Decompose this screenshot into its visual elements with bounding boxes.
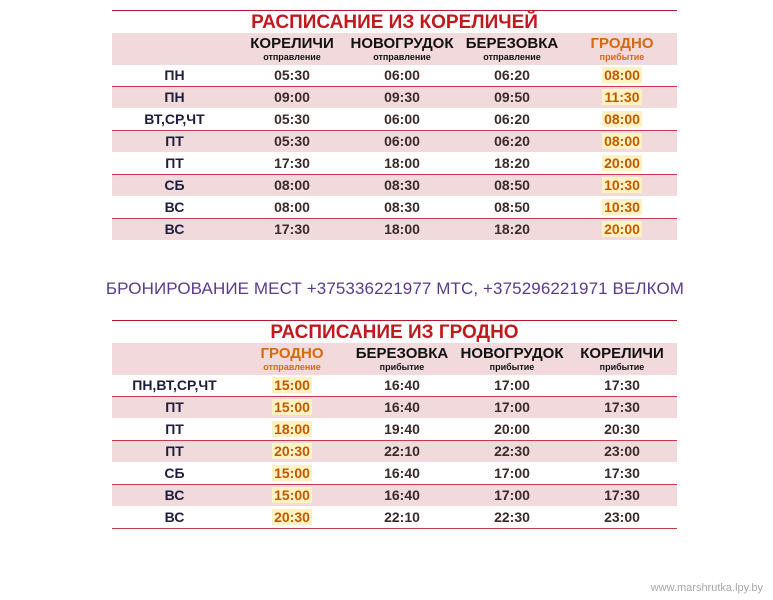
grodno-time-cell bbox=[567, 109, 677, 131]
schedule-title: РАСПИСАНИЕ ИЗ ГРОДНО bbox=[112, 320, 677, 343]
stop-name: ГРОДНО bbox=[260, 344, 324, 362]
time-cell: 17:00 bbox=[457, 463, 567, 485]
time-cell: 09:50 bbox=[457, 87, 567, 109]
day-cell: ВТ,СР,ЧТ bbox=[112, 109, 237, 131]
time-cell: 08:50 bbox=[457, 197, 567, 219]
time-cell: 06:20 bbox=[457, 109, 567, 131]
grodno-time-cell bbox=[237, 507, 347, 529]
time-cell: 08:00 bbox=[237, 197, 347, 219]
time-value: 08:00 bbox=[604, 111, 640, 127]
schedule-from-grodno bbox=[112, 320, 677, 529]
day-cell: ПН bbox=[112, 65, 237, 87]
day-cell: ПТ bbox=[112, 131, 237, 153]
time-cell: 18:00 bbox=[347, 153, 457, 175]
schedule-row bbox=[112, 419, 677, 441]
time-cell: 17:00 bbox=[457, 485, 567, 507]
time-value: 20:30 bbox=[274, 443, 310, 459]
schedule-row bbox=[112, 131, 677, 153]
column-header bbox=[567, 343, 677, 375]
time-cell: 05:30 bbox=[237, 109, 347, 131]
time-value: 20:00 bbox=[604, 221, 640, 237]
time-value: 15:00 bbox=[274, 487, 310, 503]
stop-name: КОРЕЛИЧИ bbox=[580, 344, 664, 362]
time-cell: 18:20 bbox=[457, 219, 567, 241]
site-watermark: www.marshrutka.lpy.by bbox=[650, 582, 763, 594]
schedule-row bbox=[112, 109, 677, 131]
stop-name: НОВОГРУДОК bbox=[350, 34, 454, 52]
grodno-time-cell bbox=[567, 131, 677, 153]
stop-name: ГРОДНО bbox=[590, 34, 654, 52]
schedule-title: РАСПИСАНИЕ ИЗ КОРЕЛИЧЕЙ bbox=[112, 10, 677, 33]
stop-type: отправление bbox=[483, 51, 541, 62]
grodno-time-cell bbox=[567, 153, 677, 175]
time-cell: 23:00 bbox=[567, 441, 677, 463]
schedule-table bbox=[112, 343, 677, 529]
day-cell: ПТ bbox=[112, 397, 237, 419]
day-cell: ПН bbox=[112, 87, 237, 109]
day-cell: ПТ bbox=[112, 441, 237, 463]
time-cell: 20:00 bbox=[457, 419, 567, 441]
time-cell: 17:00 bbox=[457, 397, 567, 419]
grodno-time-cell bbox=[567, 65, 677, 87]
grodno-time-cell bbox=[567, 219, 677, 241]
column-header bbox=[457, 33, 567, 65]
time-value: 15:00 bbox=[274, 377, 310, 393]
stop-type: прибытие bbox=[489, 361, 535, 372]
time-cell: 16:40 bbox=[347, 485, 457, 507]
schedule-row bbox=[112, 375, 677, 397]
time-cell: 22:30 bbox=[457, 507, 567, 529]
grodno-time-cell bbox=[237, 441, 347, 463]
time-cell: 23:00 bbox=[567, 507, 677, 529]
time-value: 20:00 bbox=[604, 155, 640, 171]
column-header bbox=[347, 343, 457, 375]
stop-name: НОВОГРУДОК bbox=[460, 344, 564, 362]
time-cell: 18:00 bbox=[347, 219, 457, 241]
grodno-time-cell bbox=[237, 375, 347, 397]
time-cell: 09:30 bbox=[347, 87, 457, 109]
grodno-time-cell bbox=[567, 197, 677, 219]
time-cell: 06:00 bbox=[347, 65, 457, 87]
time-cell: 05:30 bbox=[237, 65, 347, 87]
column-header bbox=[347, 33, 457, 65]
schedule-row bbox=[112, 87, 677, 109]
day-cell: СБ bbox=[112, 175, 237, 197]
time-cell: 22:30 bbox=[457, 441, 567, 463]
column-header bbox=[457, 343, 567, 375]
day-cell: ПН,ВТ,СР,ЧТ bbox=[112, 375, 237, 397]
stop-type: прибытие bbox=[599, 51, 645, 62]
column-header-grodno bbox=[567, 33, 677, 65]
time-cell: 22:10 bbox=[347, 441, 457, 463]
time-cell: 06:20 bbox=[457, 131, 567, 153]
time-cell: 17:00 bbox=[457, 375, 567, 397]
day-column-header bbox=[112, 343, 237, 375]
column-header-grodno bbox=[237, 343, 347, 375]
time-cell: 16:40 bbox=[347, 463, 457, 485]
time-cell: 17:30 bbox=[567, 485, 677, 507]
stop-name: БЕРЕЗОВКА bbox=[465, 34, 559, 52]
time-cell: 20:30 bbox=[567, 419, 677, 441]
time-cell: 17:30 bbox=[567, 375, 677, 397]
time-value: 20:30 bbox=[274, 509, 310, 525]
time-cell: 06:00 bbox=[347, 109, 457, 131]
day-cell: ВС bbox=[112, 219, 237, 241]
time-cell: 22:10 bbox=[347, 507, 457, 529]
schedule-row bbox=[112, 441, 677, 463]
day-cell: ПТ bbox=[112, 153, 237, 175]
time-value: 10:30 bbox=[604, 199, 640, 215]
time-value: 08:00 bbox=[604, 133, 640, 149]
header-row bbox=[112, 343, 677, 375]
schedule-row bbox=[112, 463, 677, 485]
grodno-time-cell bbox=[567, 87, 677, 109]
booking-phones: БРОНИРОВАНИЕ МЕСТ +375336221977 МТС, +375296221971 ВЕЛКОМ bbox=[105, 279, 685, 298]
stop-type: прибытие bbox=[599, 361, 645, 372]
schedule-rows bbox=[112, 65, 677, 241]
grodno-time-cell bbox=[237, 463, 347, 485]
stop-type: отправление bbox=[263, 361, 321, 372]
stop-name: КОРЕЛИЧИ bbox=[250, 34, 334, 52]
time-cell: 16:40 bbox=[347, 397, 457, 419]
stop-type: отправление bbox=[373, 51, 431, 62]
time-cell: 17:30 bbox=[567, 397, 677, 419]
grodno-time-cell bbox=[237, 397, 347, 419]
grodno-time-cell bbox=[567, 175, 677, 197]
time-cell: 18:20 bbox=[457, 153, 567, 175]
time-cell: 05:30 bbox=[237, 131, 347, 153]
schedule-row bbox=[112, 507, 677, 529]
day-cell: ВС bbox=[112, 197, 237, 219]
time-cell: 06:20 bbox=[457, 65, 567, 87]
schedule-from-korelichi bbox=[112, 10, 677, 241]
time-value: 15:00 bbox=[274, 399, 310, 415]
time-value: 08:00 bbox=[604, 67, 640, 83]
day-cell: ВС bbox=[112, 507, 237, 529]
stop-type: прибытие bbox=[379, 361, 425, 372]
time-cell: 19:40 bbox=[347, 419, 457, 441]
time-value: 10:30 bbox=[604, 177, 640, 193]
time-cell: 09:00 bbox=[237, 87, 347, 109]
time-cell: 08:30 bbox=[347, 197, 457, 219]
schedule-row bbox=[112, 153, 677, 175]
stop-type: отправление bbox=[263, 51, 321, 62]
time-value: 18:00 bbox=[274, 421, 310, 437]
time-value: 15:00 bbox=[274, 465, 310, 481]
time-value: 11:30 bbox=[604, 89, 640, 105]
grodno-time-cell bbox=[237, 485, 347, 507]
time-cell: 08:50 bbox=[457, 175, 567, 197]
day-cell: ВС bbox=[112, 485, 237, 507]
schedule-rows bbox=[112, 375, 677, 529]
schedule-row bbox=[112, 219, 677, 241]
time-cell: 17:30 bbox=[237, 153, 347, 175]
grodno-time-cell bbox=[237, 419, 347, 441]
stop-name: БЕРЕЗОВКА bbox=[355, 344, 449, 362]
day-cell: ПТ bbox=[112, 419, 237, 441]
schedule-row bbox=[112, 485, 677, 507]
schedule-row bbox=[112, 65, 677, 87]
time-cell: 17:30 bbox=[567, 463, 677, 485]
schedule-table bbox=[112, 33, 677, 241]
column-header bbox=[237, 33, 347, 65]
time-cell: 08:30 bbox=[347, 175, 457, 197]
time-cell: 08:00 bbox=[237, 175, 347, 197]
schedule-row bbox=[112, 397, 677, 419]
header-row bbox=[112, 33, 677, 65]
time-cell: 17:30 bbox=[237, 219, 347, 241]
time-cell: 06:00 bbox=[347, 131, 457, 153]
day-cell: СБ bbox=[112, 463, 237, 485]
time-cell: 16:40 bbox=[347, 375, 457, 397]
schedule-row bbox=[112, 175, 677, 197]
schedule-row bbox=[112, 197, 677, 219]
day-column-header bbox=[112, 33, 237, 65]
